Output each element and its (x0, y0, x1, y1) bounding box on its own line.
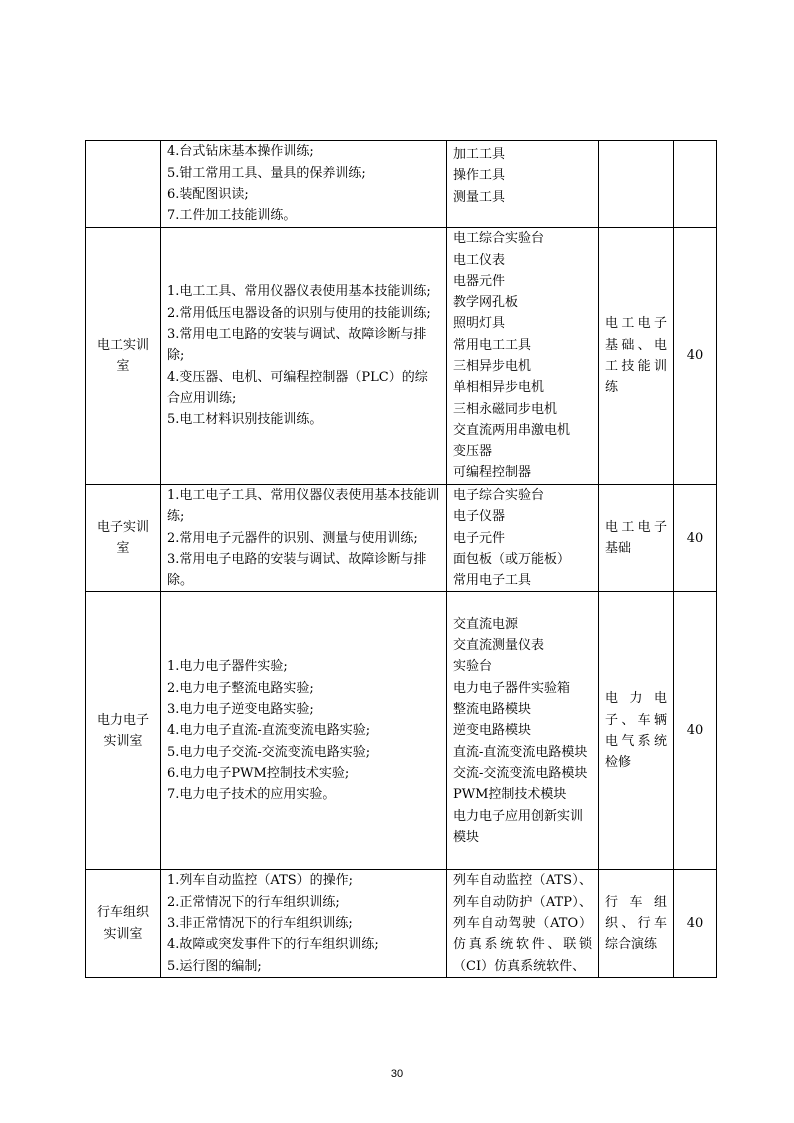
course-cell (599, 141, 674, 228)
course-cell: 电力电子、车辆电气系统检修 (599, 592, 674, 870)
hours-cell (674, 141, 717, 228)
training-content-cell: 1.电力电子器件实验; 2.电力电子整流电路实验; 3.电力电子逆变电路实验; 4.电力电子直流-直流变流电路实验; 5.电力电子交流-交流变流电路实验; 6.电力电子PWM控制技术实验; 7.电力电子技术的应用实验。 (161, 592, 447, 870)
room-name-cell: 行车组织实训室 (86, 870, 161, 977)
course-cell: 行车组织、行车综合演练 (599, 870, 674, 977)
hours-cell: 40 (674, 870, 717, 977)
equipment-cell: 加工工具 操作工具 测量工具 (447, 141, 599, 228)
page-number: 30 (390, 1068, 404, 1080)
table-row (86, 592, 717, 870)
equipment-cell: 交直流电源 交直流测量仪表 实验台 电力电子器件实验箱 整流电路模块 逆变电路模块 直流-直流变流电路模块 交流-交流变流电路模块 PWM控制技术模块 电力电子应用创新实训模块 (447, 592, 599, 870)
table-row (86, 870, 717, 977)
training-content-cell: 4.台式钻床基本操作训练; 5.钳工常用工具、量具的保养训练; 6.装配图识读; 7.工件加工技能训练。 (161, 141, 447, 228)
training-content-cell: 1.电工工具、常用仪器仪表使用基本技能训练; 2.常用低压电器设备的识别与使用的技能训练; 3.常用电工电路的安装与调试、故障诊断与排除; 4.变压器、电机、可编程控制器（PLC）的综合应用训练; 5.电工材料识别技能训练。 (161, 228, 447, 485)
equipment-cell: 列车自动监控（ATS）、列车自动防护（ATP）、列车自动驾驶（ATO）仿真系统软件、联锁（CI）仿真系统软件、 (447, 870, 599, 977)
table-row (86, 228, 717, 485)
hours-cell: 40 (674, 485, 717, 592)
training-content-cell: 1.列车自动监控（ATS）的操作; 2.正常情况下的行车组织训练; 3.非正常情况下的行车组织训练; 4.故障或突发事件下的行车组织训练; 5.运行图的编制; (161, 870, 447, 977)
table-row (86, 485, 717, 592)
room-name-cell (86, 141, 161, 228)
equipment-cell: 电工综合实验台 电工仪表 电器元件 教学网孔板 照明灯具 常用电工工具 三相异步电机 单相相异步电机 三相永磁同步电机 交直流两用串激电机 变压器 可编程控制器 (447, 228, 599, 485)
training-room-table (85, 140, 717, 978)
room-name-cell: 电子实训室 (86, 485, 161, 592)
equipment-cell: 电子综合实验台 电子仪器 电子元件 面包板（或万能板） 常用电子工具 (447, 485, 599, 592)
hours-cell: 40 (674, 228, 717, 485)
training-content-cell: 1.电工电子工具、常用仪器仪表使用基本技能训练; 2.常用电子元器件的识别、测量与使用训练; 3.常用电子电路的安装与调试、故障诊断与排除。 (161, 485, 447, 592)
room-name-cell: 电工实训室 (86, 228, 161, 485)
hours-cell: 40 (674, 592, 717, 870)
table-row (86, 141, 717, 228)
course-cell: 电工电子基础 (599, 485, 674, 592)
course-cell: 电工电子基础、电工技能训练 (599, 228, 674, 485)
room-name-cell: 电力电子实训室 (86, 592, 161, 870)
